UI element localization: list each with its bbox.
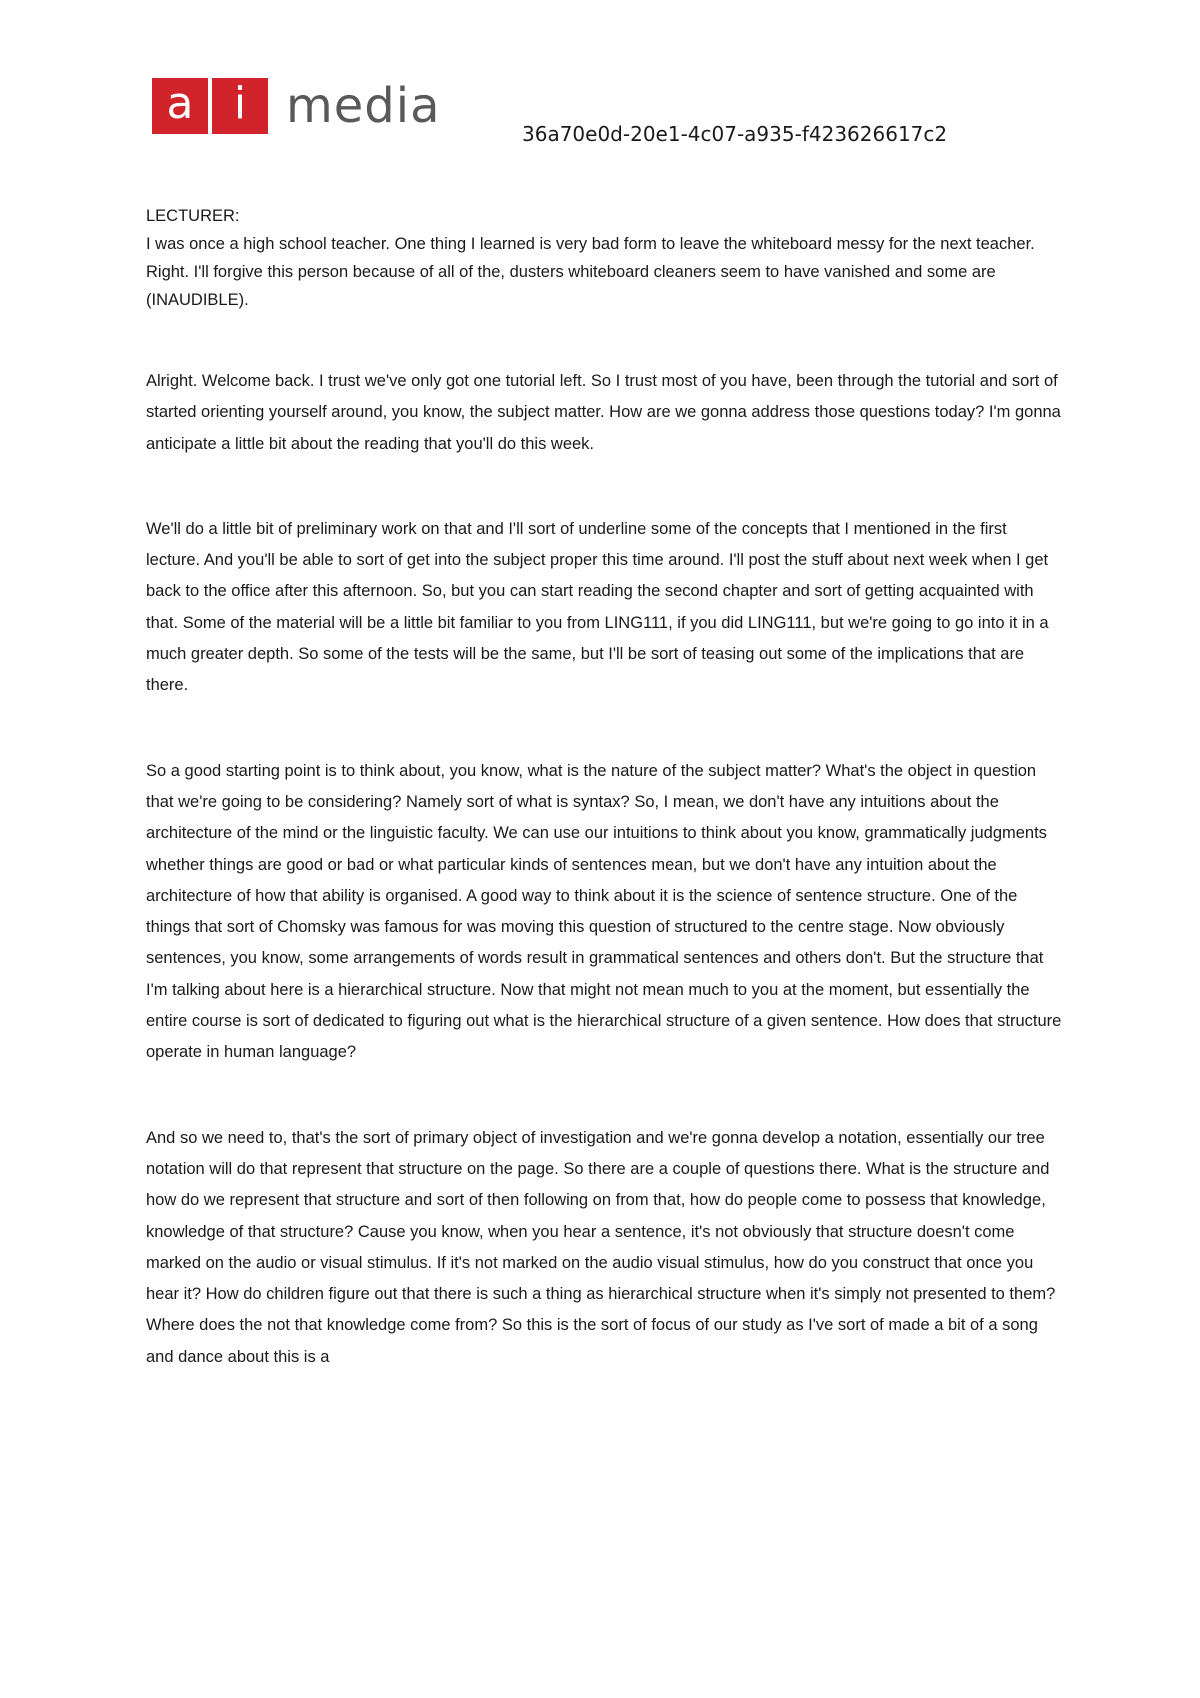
logo-letter-i: i: [212, 78, 268, 134]
transcript-paragraph: And so we need to, that's the sort of primary object of investigation and we're gonna develop a notation, essentially our tree notation will do that represent that structure on the page. So there are a couple of questions there. What is the structure and how do we represent that structure and sort of then following on from that, how do people come to possess that knowledge, knowledge of that structure? Cause you know, when you hear a sentence, it's not obviously that structure doesn't come marked on the audio or visual stimulus. If it's not marked on the audio visual stimulus, how do you construct that once you hear it? How do children figure out that there is such a thing as hierarchical structure when it's simply not presented to them? Where does the not that knowledge come from? So this is the sort of focus of our study as I've sort of made a bit of a song and dance about this is a: [146, 1128, 1056, 1366]
logo-word-media: media: [286, 78, 441, 134]
document-id: 36a70e0d-20e1-4c07-a935-f423626617c2: [522, 122, 948, 146]
transcript-paragraph: We'll do a little bit of preliminary work on that and I'll sort of underline some of the concepts that I mentioned in the first lecture. And you'll be able to sort of get into the subject proper this time around. I'll post the stuff about next week when I get back to the office after this afternoon. So, but you can start reading the second chapter and sort of getting acquainted with that. Some of the material will be a little bit familiar to you from LING111, if you did LING111, but we're going to go into it in a much greater depth. So some of the tests will be the same, but I'll be sort of teasing out some of the implications that are there.: [146, 519, 1049, 695]
logo-letter-a: a: [152, 78, 208, 134]
page-header: [152, 78, 1152, 158]
ai-media-logo: [152, 78, 441, 134]
transcript-paragraph: I was once a high school teacher. One thing I learned is very bad form to leave the whiteboard messy for the next teacher. Right. I'll forgive this person because of all of the, dusters whiteboard cleaners seem to have vanished and some are (INAUDIBLE).: [146, 235, 1035, 309]
transcript-paragraph: Alright. Welcome back. I trust we've only got one tutorial left. So I trust most of you have, been through the tutorial and sort of started orienting yourself around, you know, the subject matter. How are we gonna address those questions today? I'm gonna anticipate a little bit about the reading that you'll do this week.: [146, 372, 1061, 453]
transcript-body: [146, 202, 1064, 1427]
speaker-label: LECTURER:: [146, 207, 240, 225]
transcript-paragraph: So a good starting point is to think about, you know, what is the nature of the subject matter? What's the object in question that we're going to be considering? Namely sort of what is syntax? So, I mean, we don't have any intuitions about the architecture of the mind or the linguistic faculty. We can use our intuitions to think about you know, grammatically judgments whether things are good or bad or what particular kinds of sentences mean, but we don't have any intuition about the architecture of how that ability is organised. A good way to think about it is the science of sentence structure. One of the things that sort of Chomsky was famous for was moving this question of structured to the centre stage. Now obviously sentences, you know, some arrangements of words result in grammatical sentences and others don't. But the structure that I'm talking about here is a hierarchical structure. Now that might not mean much to you at the moment, but essentially the entire course is sort of dedicated to figuring out what is the hierarchical structure of a given sentence. How does that structure operate in human language?: [146, 761, 1062, 1062]
